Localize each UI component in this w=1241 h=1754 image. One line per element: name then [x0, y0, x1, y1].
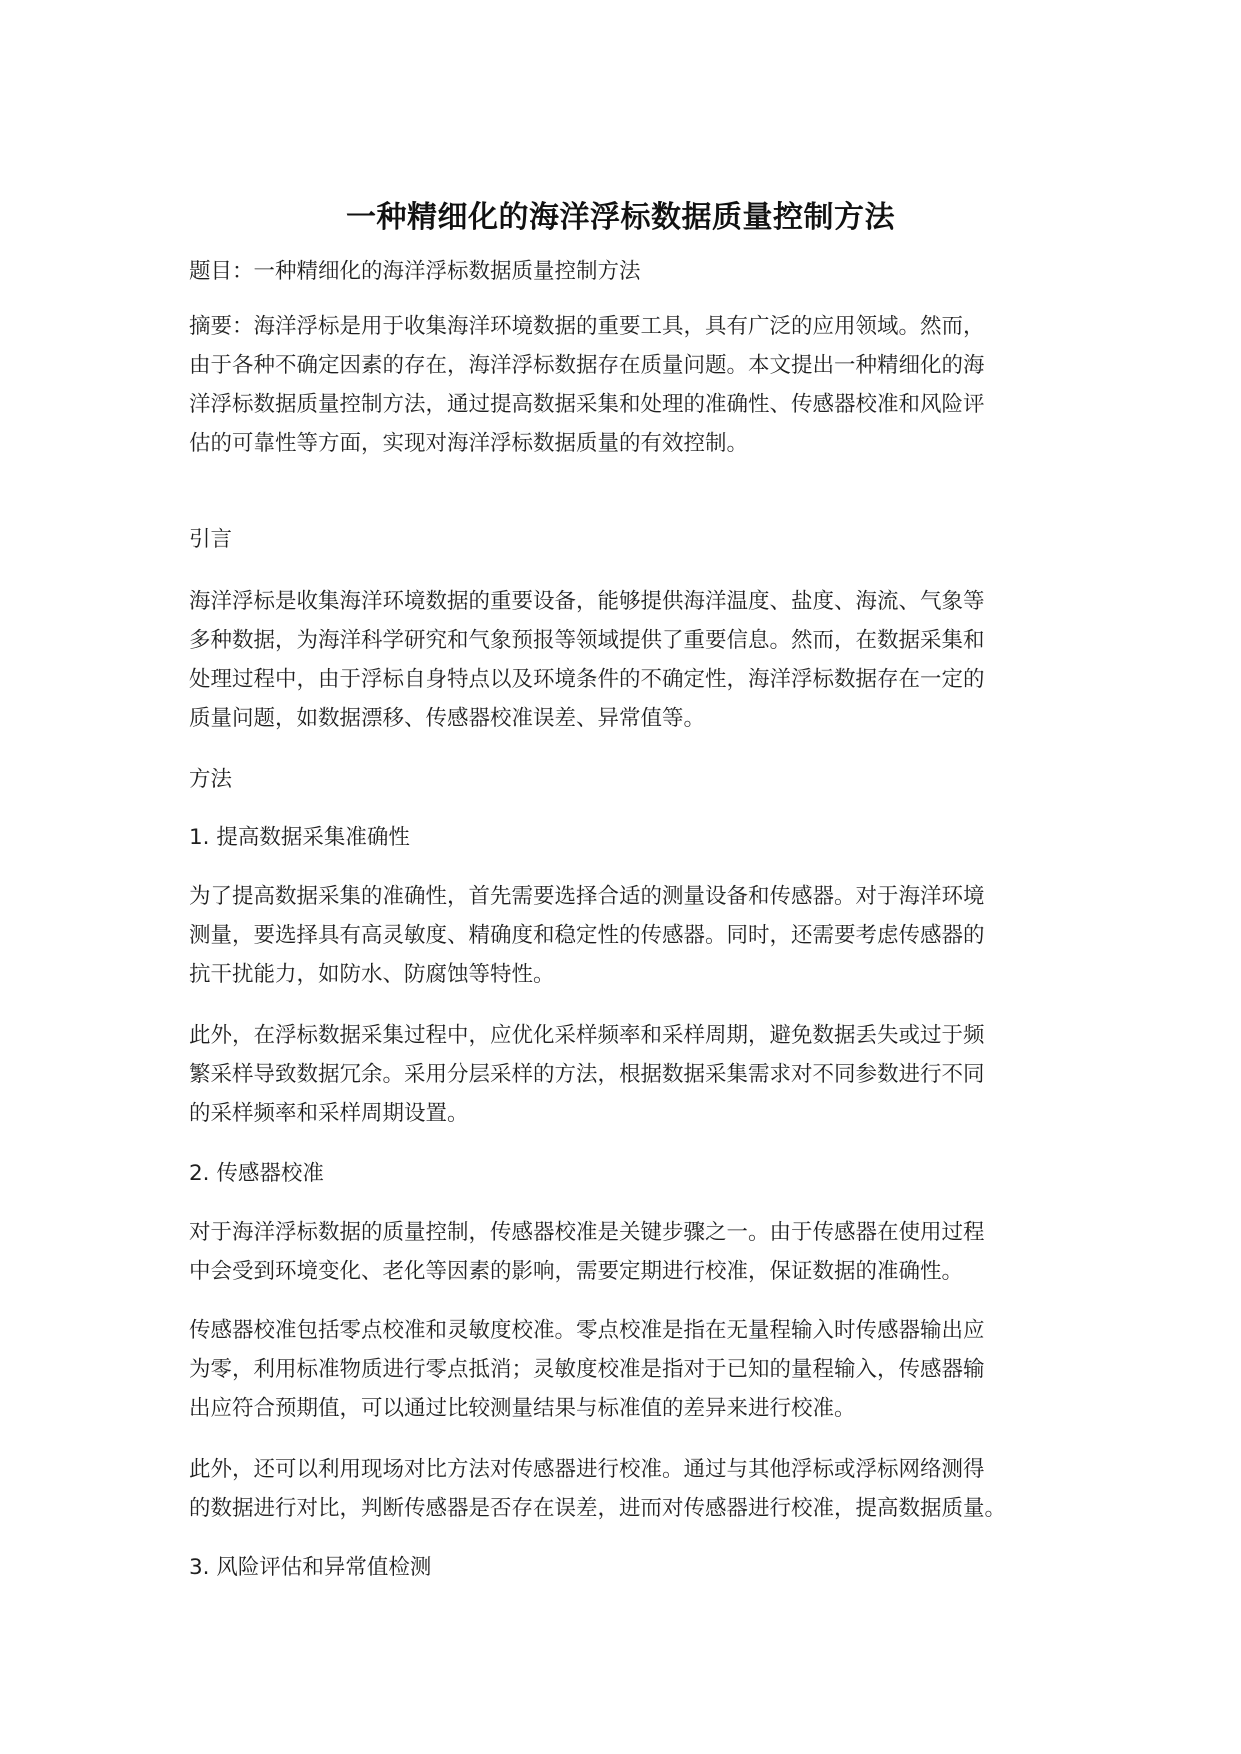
section1-para2-line: 此外，在浮标数据采集过程中，应优化采样频率和采样周期，避免数据丢失或过于频: [189, 1023, 985, 1048]
intro-heading: [189, 520, 1069, 559]
section1-para1-line: 为了提高数据采集的准确性，首先需要选择合适的测量设备和传感器。对于海洋环境: [189, 884, 985, 909]
section1-heading-text: 1. 提高数据采集准确性: [189, 825, 410, 850]
topic-line: [189, 252, 1069, 291]
section2-para2-line: 传感器校准包括零点校准和灵敏度校准。零点校准是指在无量程输入时传感器输出应: [189, 1318, 985, 1343]
section1-paragraph-1: [189, 877, 1069, 994]
section1-para2-line: 的采样频率和采样周期设置。: [189, 1101, 469, 1126]
abstract-paragraph: [189, 307, 1069, 463]
section2-heading: [189, 1154, 1069, 1193]
intro-line: 质量问题，如数据漂移、传感器校准误差、异常值等。: [189, 706, 706, 731]
abstract-line: 洋浮标数据质量控制方法，通过提高数据采集和处理的准确性、传感器校准和风险评: [189, 392, 985, 417]
section1-paragraph-2: [189, 1016, 1069, 1133]
section2-paragraph-2: [189, 1311, 1069, 1428]
intro-line: 多种数据，为海洋科学研究和气象预报等领域提供了重要信息。然而，在数据采集和: [189, 628, 985, 653]
section3-heading: [189, 1548, 1069, 1587]
intro-line: 海洋浮标是收集海洋环境数据的重要设备，能够提供海洋温度、盐度、海流、气象等: [189, 589, 985, 614]
section2-para3-line: 此外，还可以利用现场对比方法对传感器进行校准。通过与其他浮标或浮标网络测得: [189, 1457, 985, 1482]
document-title: 一种精细化的海洋浮标数据质量控制方法: [346, 200, 895, 236]
section2-para2-line: 出应符合预期值，可以通过比较测量结果与标准值的差异来进行校准。: [189, 1396, 856, 1421]
section2-paragraph-3: [189, 1450, 1069, 1528]
section1-heading: [189, 818, 1069, 857]
section2-para3-line: 的数据进行对比，判断传感器是否存在误差，进而对传感器进行校准，提高数据质量。: [189, 1496, 1007, 1521]
intro-line: 处理过程中，由于浮标自身特点以及环境条件的不确定性，海洋浮标数据存在一定的: [189, 667, 985, 692]
section2-para1-line: 对于海洋浮标数据的质量控制，传感器校准是关键步骤之一。由于传感器在使用过程: [189, 1220, 985, 1245]
abstract-line: 估的可靠性等方面，实现对海洋浮标数据质量的有效控制。: [189, 431, 749, 456]
section1-para2-line: 繁采样导致数据冗余。采用分层采样的方法，根据数据采集需求对不同参数进行不同: [189, 1062, 985, 1087]
section1-para1-line: 抗干扰能力，如防水、防腐蚀等特性。: [189, 962, 555, 987]
section1-para1-line: 测量，要选择具有高灵敏度、精确度和稳定性的传感器。同时，还需要考虑传感器的: [189, 923, 985, 948]
section2-para2-line: 为零，利用标准物质进行零点抵消；灵敏度校准是指对于已知的量程输入，传感器输: [189, 1357, 985, 1382]
intro-paragraph: [189, 582, 1069, 738]
abstract-line: 摘要：海洋浮标是用于收集海洋环境数据的重要工具，具有广泛的应用领域。然而，: [189, 314, 985, 339]
method-heading: [189, 760, 1069, 799]
abstract-line: 由于各种不确定因素的存在，海洋浮标数据存在质量问题。本文提出一种精细化的海: [189, 353, 985, 378]
method-heading-text: 方法: [189, 767, 233, 792]
topic-text: 题目：一种精细化的海洋浮标数据质量控制方法: [189, 259, 641, 284]
intro-heading-text: 引言: [189, 527, 233, 552]
section2-heading-text: 2. 传感器校准: [189, 1161, 324, 1186]
section2-paragraph-1: [189, 1213, 1069, 1291]
section3-heading-text: 3. 风险评估和异常值检测: [189, 1555, 432, 1580]
section2-para1-line: 中会受到环境变化、老化等因素的影响，需要定期进行校准，保证数据的准确性。: [189, 1259, 964, 1284]
